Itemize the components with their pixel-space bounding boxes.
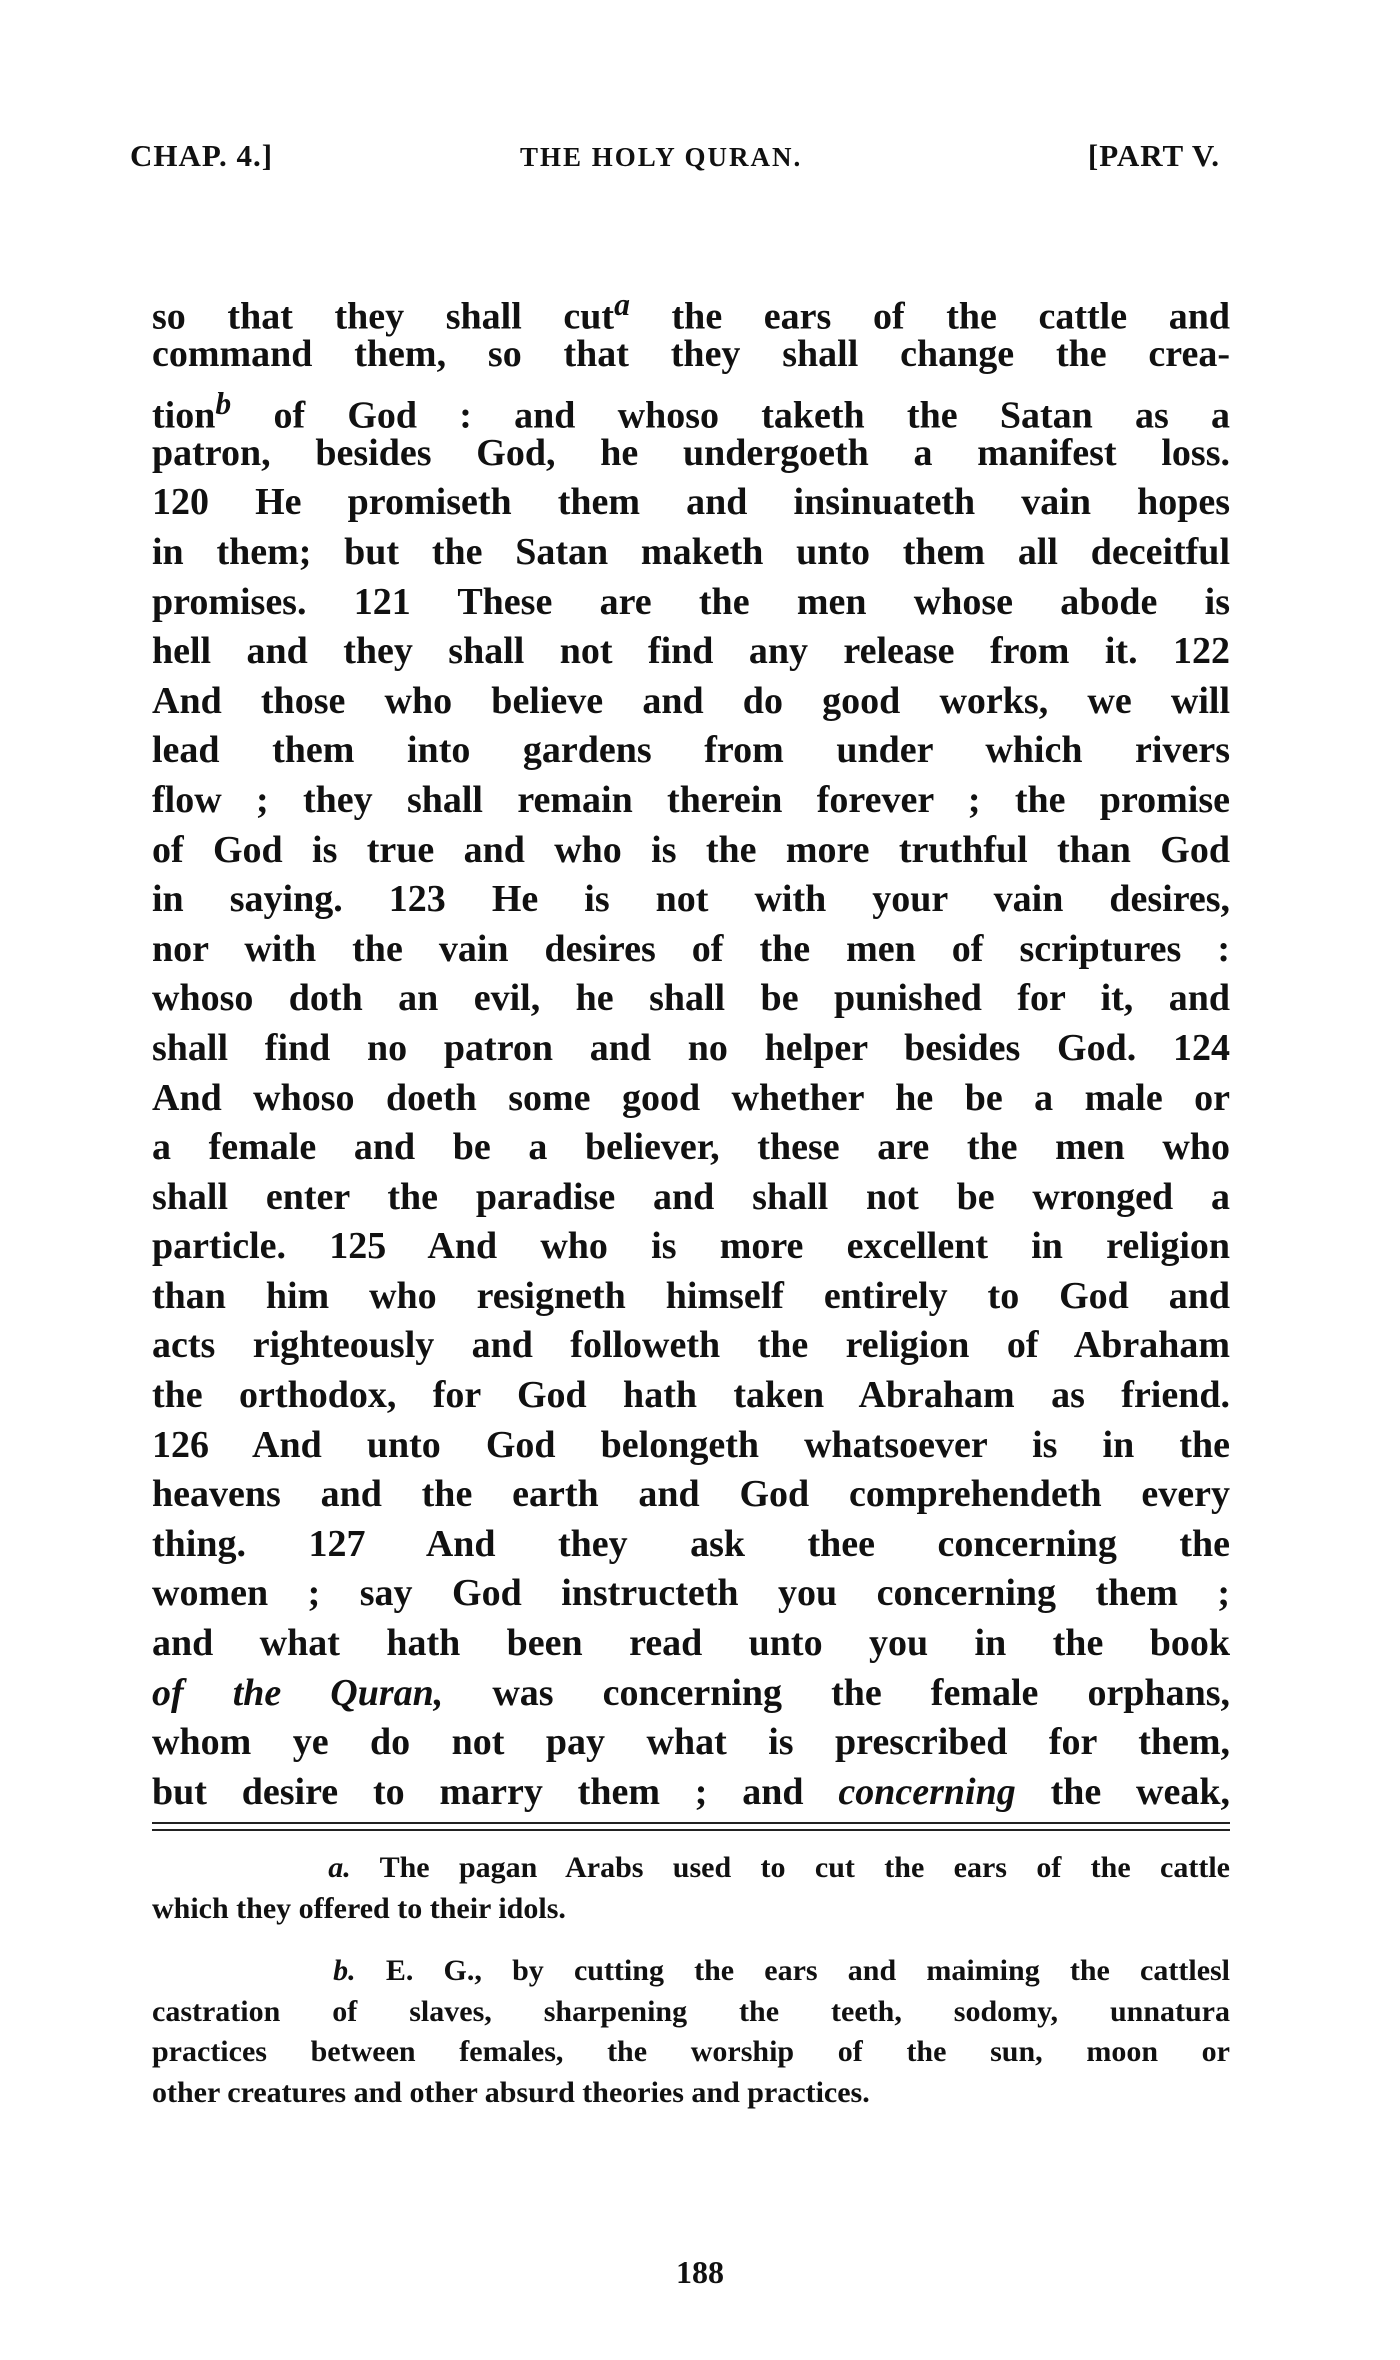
text-line: but desire to marry them ; and concerning the weak, xyxy=(152,1770,1230,1813)
text-line: in them; but the Satan maketh unto them all deceitful xyxy=(152,530,1230,573)
book-title: THE HOLY QURAN. xyxy=(520,142,803,172)
footnote-ref-b: b xyxy=(215,386,232,422)
footnote-line: other creatures and other absurd theories and practices. xyxy=(152,2075,870,2109)
verse-number: 121 xyxy=(353,580,411,623)
main-text xyxy=(152,280,1230,1817)
text-line: whoso doth an evil, he shall be punished for it, and xyxy=(152,977,1230,1020)
part-label: [PART V. xyxy=(1087,138,1220,173)
text-line: tion$^b$ of God : and whoso taketh the Satan as a xyxy=(152,386,1230,437)
text-line: whom ye do not pay what is prescribed for them, xyxy=(152,1721,1230,1764)
footnote-b: b. E. G., by cutting the ears and maiming the cattlesl xyxy=(333,1954,1231,1987)
text-line: than him who resigneth himself entirely to God and xyxy=(152,1274,1230,1317)
text-line: in saying. 123 He is not with your vain desires, xyxy=(152,878,1231,921)
page-number: 188 xyxy=(676,2254,724,2290)
text-line: And those who believe and do good works, we will xyxy=(152,679,1230,722)
footnote-divider xyxy=(152,1822,1230,1824)
text-line: and what hath been read unto you in the book xyxy=(152,1622,1230,1665)
footnote-line: castration of slaves, sharpening the teeth, sodomy, unnatura xyxy=(152,1994,1230,2028)
text-line: of God is true and who is the more truthful than God xyxy=(152,828,1230,871)
footnote-line: practices between females, the worship of the sun, moon or xyxy=(152,2035,1230,2068)
verse-number: 126 xyxy=(152,1423,209,1466)
footnote-marker: a. xyxy=(328,1851,351,1884)
text-line: thing. 127 And they ask thee concerning the xyxy=(152,1522,1231,1565)
text-line: promises. 121 These are the men whose abode is xyxy=(152,580,1230,623)
text-line: command them, so that they shall change the crea- xyxy=(152,332,1230,375)
text-line: flow ; they shall remain therein forever ; the promise xyxy=(152,778,1230,821)
footnotes xyxy=(152,1848,1230,2113)
text-line: the orthodox, for God hath taken Abraham as friend. xyxy=(152,1374,1230,1417)
verse-number: 122 xyxy=(1173,630,1230,673)
text-line: 126 And unto God belongeth whatsoever is in the xyxy=(152,1423,1231,1466)
footnote-line: which they offered to their idols. xyxy=(152,1891,566,1925)
text-line: patron, besides God, he undergoeth a manifest loss. xyxy=(152,431,1230,474)
text-line: particle. 125 And who is more excellent in religion xyxy=(152,1225,1231,1268)
text-line: nor with the vain desires of the men of scriptures : xyxy=(152,927,1230,970)
text-line: shall enter the paradise and shall not be wronged a xyxy=(152,1175,1230,1218)
text-line: acts righteously and followeth the religion of Abraham xyxy=(152,1324,1230,1367)
verse-number: 123 xyxy=(388,878,446,921)
verse-number: 120 xyxy=(152,481,209,524)
footnote-ref-a: a xyxy=(614,287,630,322)
text-line: heavens and the earth and God comprehendeth every xyxy=(152,1473,1230,1516)
verse-number: 124 xyxy=(1173,1026,1231,1069)
verse-number: 125 xyxy=(329,1225,387,1268)
chapter-label: CHAP. 4.] xyxy=(130,138,274,173)
verse-number: 127 xyxy=(308,1522,366,1565)
footnote-marker: b. xyxy=(333,1954,356,1987)
text-line: 120 He promiseth them and insinuateth vain hopes xyxy=(152,481,1231,524)
text-line: a female and be a believer, these are the men who xyxy=(152,1126,1230,1169)
text-line: shall find no patron and no helper besides God. 124 xyxy=(152,1026,1231,1069)
text-line: of the Quran, was concerning the female orphans, xyxy=(152,1671,1231,1714)
text-line: hell and they shall not find any release from it. 122 xyxy=(152,630,1230,673)
text-line: lead them into gardens from under which rivers xyxy=(152,729,1230,772)
text-line: And whoso doeth some good whether he be a male or xyxy=(152,1076,1230,1119)
text-line: women ; say God instructeth you concerning them ; xyxy=(152,1572,1230,1615)
running-head xyxy=(130,138,1220,178)
text-line: so that they shall cut$^a$ the ears of the cattle and xyxy=(152,287,1230,338)
footnote-divider xyxy=(152,1829,1230,1831)
footnote-a: a. The pagan Arabs used to cut the ears of the cattle xyxy=(328,1851,1230,1884)
